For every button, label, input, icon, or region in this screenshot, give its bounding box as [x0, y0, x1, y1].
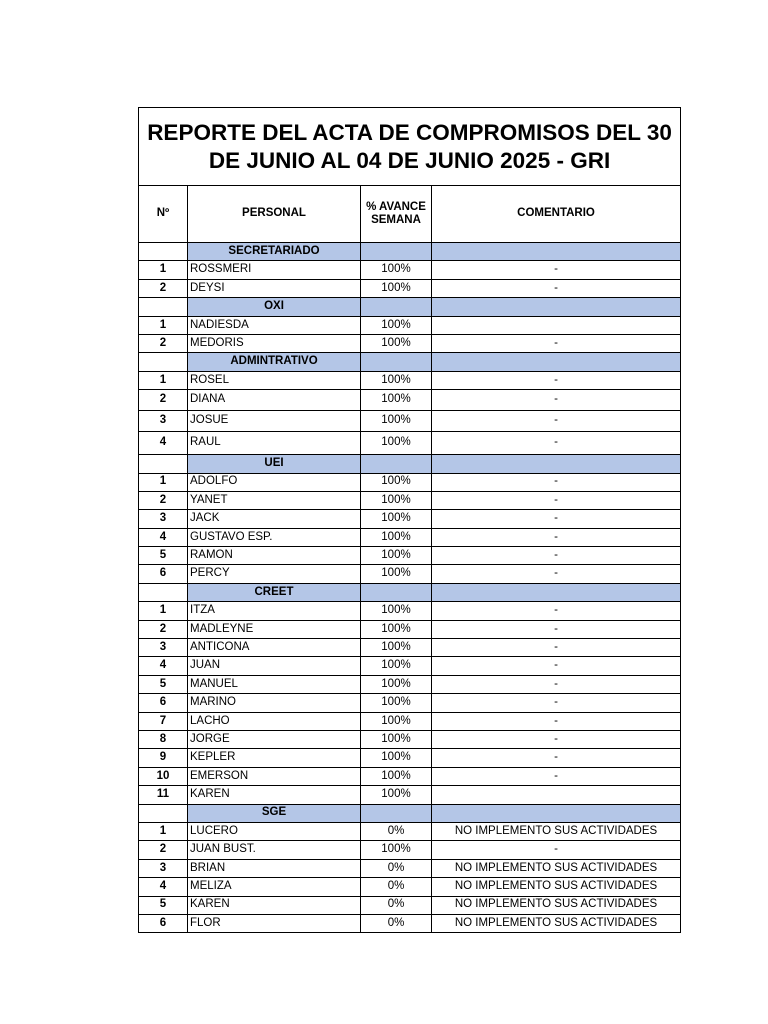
row-number: 1 [139, 261, 188, 279]
table-row [139, 510, 681, 528]
avance-value: 100% [361, 510, 432, 528]
avance-value: 100% [361, 371, 432, 389]
section-blank-cell [139, 455, 188, 473]
header-comentario: COMENTARIO [432, 186, 681, 243]
avance-value: 100% [361, 528, 432, 546]
avance-value: 100% [361, 491, 432, 509]
section-fill-cell [432, 455, 681, 473]
section-row [139, 455, 681, 473]
personal-name: LUCERO [188, 822, 361, 840]
comment-text: - [432, 841, 681, 859]
personal-name: ITZA [188, 602, 361, 620]
section-fill-cell [432, 353, 681, 371]
row-number: 4 [139, 528, 188, 546]
table-row [139, 730, 681, 748]
table-row [139, 602, 681, 620]
header-personal: PERSONAL [188, 186, 361, 243]
row-number: 8 [139, 730, 188, 748]
table-row [139, 565, 681, 583]
personal-name: ROSSMERI [188, 261, 361, 279]
section-fill-cell [361, 353, 432, 371]
avance-value: 100% [361, 730, 432, 748]
section-fill-cell [432, 298, 681, 316]
row-number: 2 [139, 491, 188, 509]
table-row [139, 411, 681, 432]
personal-name: KAREN [188, 786, 361, 804]
section-blank-cell [139, 583, 188, 601]
comment-text: - [432, 473, 681, 491]
avance-value: 0% [361, 914, 432, 932]
comment-text: - [432, 749, 681, 767]
row-number: 5 [139, 896, 188, 914]
personal-name: JUAN BUST. [188, 841, 361, 859]
personal-name: DEYSI [188, 279, 361, 297]
table-row [139, 896, 681, 914]
section-name: CREET [188, 583, 361, 601]
personal-name: PERCY [188, 565, 361, 583]
comment-text: - [432, 639, 681, 657]
comment-text: - [432, 390, 681, 411]
avance-value: 100% [361, 841, 432, 859]
comment-text: - [432, 528, 681, 546]
avance-value: 100% [361, 675, 432, 693]
personal-name: KAREN [188, 896, 361, 914]
table-row [139, 639, 681, 657]
comment-text: - [432, 547, 681, 565]
personal-name: MARINO [188, 694, 361, 712]
section-row [139, 353, 681, 371]
avance-value: 100% [361, 547, 432, 565]
personal-name: KEPLER [188, 749, 361, 767]
row-number: 4 [139, 878, 188, 896]
avance-value: 0% [361, 896, 432, 914]
avance-value: 100% [361, 657, 432, 675]
avance-value: 100% [361, 620, 432, 638]
table-row [139, 675, 681, 693]
row-number: 4 [139, 432, 188, 455]
title-row [139, 108, 681, 186]
row-number: 3 [139, 639, 188, 657]
section-row [139, 243, 681, 261]
table-row [139, 371, 681, 389]
avance-value: 0% [361, 859, 432, 877]
row-number: 2 [139, 334, 188, 352]
personal-name: FLOR [188, 914, 361, 932]
table-row [139, 841, 681, 859]
section-fill-cell [361, 583, 432, 601]
personal-name: LACHO [188, 712, 361, 730]
comment-text: - [432, 730, 681, 748]
table-row [139, 316, 681, 334]
row-number: 6 [139, 694, 188, 712]
section-blank-cell [139, 298, 188, 316]
table-row [139, 822, 681, 840]
comment-text: - [432, 491, 681, 509]
comment-text: NO IMPLEMENTO SUS ACTIVIDADES [432, 878, 681, 896]
personal-name: MEDORIS [188, 334, 361, 352]
section-fill-cell [361, 243, 432, 261]
section-fill-cell [361, 804, 432, 822]
avance-value: 0% [361, 822, 432, 840]
row-number: 1 [139, 473, 188, 491]
comment-text: - [432, 675, 681, 693]
section-row [139, 298, 681, 316]
personal-name: MANUEL [188, 675, 361, 693]
section-fill-cell [432, 243, 681, 261]
comment-text: - [432, 334, 681, 352]
avance-value: 100% [361, 411, 432, 432]
comment-text: - [432, 432, 681, 455]
header-num: Nº [139, 186, 188, 243]
personal-name: EMERSON [188, 767, 361, 785]
avance-value: 100% [361, 767, 432, 785]
row-number: 10 [139, 767, 188, 785]
personal-name: JORGE [188, 730, 361, 748]
personal-name: GUSTAVO ESP. [188, 528, 361, 546]
section-fill-cell [432, 804, 681, 822]
report-body [139, 108, 681, 933]
table-row [139, 657, 681, 675]
avance-value: 100% [361, 565, 432, 583]
avance-value: 100% [361, 279, 432, 297]
row-number: 2 [139, 390, 188, 411]
table-row [139, 491, 681, 509]
report-table [138, 107, 681, 933]
table-row [139, 749, 681, 767]
personal-name: BRIAN [188, 859, 361, 877]
row-number: 11 [139, 786, 188, 804]
comment-text: - [432, 767, 681, 785]
table-row [139, 261, 681, 279]
section-row [139, 583, 681, 601]
row-number: 1 [139, 822, 188, 840]
comment-text [432, 316, 681, 334]
comment-text: - [432, 694, 681, 712]
row-number: 7 [139, 712, 188, 730]
header-row [139, 186, 681, 243]
personal-name: YANET [188, 491, 361, 509]
personal-name: ADOLFO [188, 473, 361, 491]
avance-value: 100% [361, 334, 432, 352]
row-number: 1 [139, 316, 188, 334]
table-row [139, 786, 681, 804]
section-blank-cell [139, 353, 188, 371]
avance-value: 100% [361, 473, 432, 491]
section-name: SGE [188, 804, 361, 822]
comment-text: - [432, 712, 681, 730]
comment-text: - [432, 261, 681, 279]
report-title: REPORTE DEL ACTA DE COMPROMISOS DEL 30 DE JUNIO AL 04 DE JUNIO 2025 - GRI [139, 108, 681, 186]
section-name: ADMINTRATIVO [188, 353, 361, 371]
table-row [139, 390, 681, 411]
table-row [139, 334, 681, 352]
personal-name: JACK [188, 510, 361, 528]
avance-value: 100% [361, 390, 432, 411]
row-number: 5 [139, 547, 188, 565]
section-fill-cell [361, 455, 432, 473]
comment-text: - [432, 620, 681, 638]
personal-name: MADLEYNE [188, 620, 361, 638]
row-number: 1 [139, 602, 188, 620]
header-avance: % AVANCE SEMANA [361, 186, 432, 243]
table-row [139, 432, 681, 455]
avance-value: 100% [361, 749, 432, 767]
personal-name: RAUL [188, 432, 361, 455]
personal-name: DIANA [188, 390, 361, 411]
row-number: 4 [139, 657, 188, 675]
row-number: 1 [139, 371, 188, 389]
table-row [139, 694, 681, 712]
comment-text: NO IMPLEMENTO SUS ACTIVIDADES [432, 896, 681, 914]
comment-text [432, 786, 681, 804]
row-number: 5 [139, 675, 188, 693]
row-number: 2 [139, 620, 188, 638]
row-number: 2 [139, 279, 188, 297]
avance-value: 100% [361, 602, 432, 620]
comment-text: - [432, 565, 681, 583]
comment-text: - [432, 371, 681, 389]
section-name: OXI [188, 298, 361, 316]
personal-name: ROSEL [188, 371, 361, 389]
row-number: 9 [139, 749, 188, 767]
comment-text: - [432, 411, 681, 432]
avance-value: 100% [361, 786, 432, 804]
comment-text: NO IMPLEMENTO SUS ACTIVIDADES [432, 914, 681, 932]
row-number: 2 [139, 841, 188, 859]
table-row [139, 859, 681, 877]
section-fill-cell [432, 583, 681, 601]
table-row [139, 528, 681, 546]
avance-value: 100% [361, 316, 432, 334]
section-row [139, 804, 681, 822]
table-row [139, 712, 681, 730]
personal-name: ANTICONA [188, 639, 361, 657]
table-row [139, 279, 681, 297]
comment-text: - [432, 279, 681, 297]
row-number: 6 [139, 565, 188, 583]
avance-value: 100% [361, 432, 432, 455]
personal-name: MELIZA [188, 878, 361, 896]
avance-value: 100% [361, 261, 432, 279]
avance-value: 100% [361, 712, 432, 730]
personal-name: JUAN [188, 657, 361, 675]
avance-value: 100% [361, 694, 432, 712]
table-row [139, 878, 681, 896]
row-number: 3 [139, 411, 188, 432]
personal-name: RAMON [188, 547, 361, 565]
comment-text: - [432, 510, 681, 528]
avance-value: 100% [361, 639, 432, 657]
section-blank-cell [139, 243, 188, 261]
table-row [139, 620, 681, 638]
section-name: SECRETARIADO [188, 243, 361, 261]
avance-value: 0% [361, 878, 432, 896]
comment-text: - [432, 657, 681, 675]
section-blank-cell [139, 804, 188, 822]
row-number: 6 [139, 914, 188, 932]
section-fill-cell [361, 298, 432, 316]
personal-name: JOSUE [188, 411, 361, 432]
section-name: UEI [188, 455, 361, 473]
row-number: 3 [139, 859, 188, 877]
table-row [139, 767, 681, 785]
row-number: 3 [139, 510, 188, 528]
table-row [139, 547, 681, 565]
comment-text: NO IMPLEMENTO SUS ACTIVIDADES [432, 859, 681, 877]
comment-text: - [432, 602, 681, 620]
table-row [139, 914, 681, 932]
comment-text: NO IMPLEMENTO SUS ACTIVIDADES [432, 822, 681, 840]
table-row [139, 473, 681, 491]
personal-name: NADIESDA [188, 316, 361, 334]
